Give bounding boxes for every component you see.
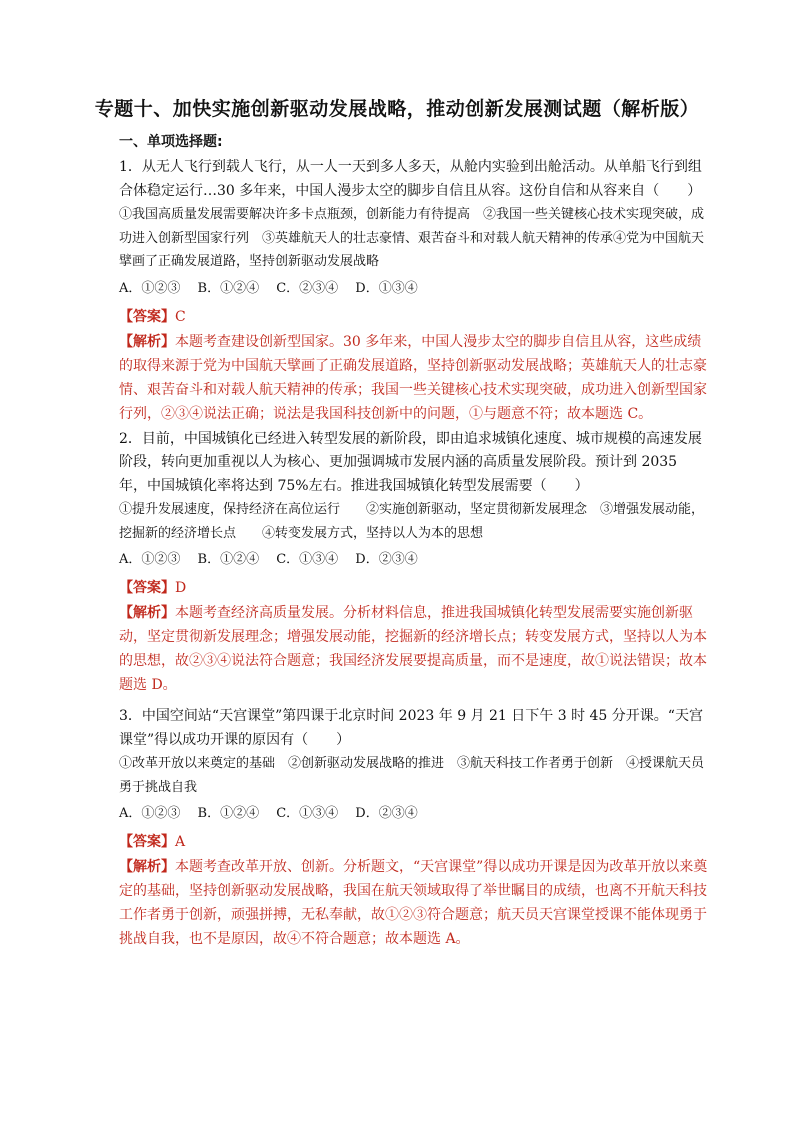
question-stem: 3．中国空间站“天宫课堂”第四课于北京时间 2023 年 9 月 21 日下午 3 时 45 分开课。“天宫课堂”得以成功开课的原因有（ ） xyxy=(119,708,703,748)
question-statements: ①改革开放以来奠定的基础 ②创新驱动发展战略的推进 ③航天科技工作者勇于创新 ④授课航天员勇于挑战自我 xyxy=(119,756,705,795)
question-options: A．①②③ B．①②④ C．②③④ D．①③④ xyxy=(119,280,418,296)
question-3 xyxy=(119,705,709,951)
document-title: 专题十、加快实施创新驱动发展战略，推动创新发展测试题（解析版） xyxy=(94,98,700,120)
question-statements: ①我国高质量发展需要解决许多卡点瓶颈，创新能力有待提高 ②我国一些关键核心技术实现突破，成功进入创新型国家行列 ③英雄航天人的壮志豪情、艰苦奋斗和对载人航天精神的传承④党为中国航天擘画了正确发展道路，坚持创新驱动发展战略 xyxy=(119,207,705,269)
answer-value: C xyxy=(175,308,186,325)
answer-value: D xyxy=(175,580,187,596)
explanation xyxy=(119,601,709,697)
explanation xyxy=(119,855,709,951)
document-body xyxy=(119,132,709,953)
explanation-label: 【解析】 xyxy=(119,859,175,875)
question-statements: ①提升发展速度，保持经济在高位运行 ②实施创新驱动，坚定贯彻新发展理念 ③增强发展动能，挖掘新的经济增长点 ④转变发展方式，坚持以人为本的思想 xyxy=(119,502,705,541)
explanation-label: 【解析】 xyxy=(119,333,175,350)
question-stem: 2．目前，中国城镇化已经进入转型发展的新阶段，即由追求城镇化速度、城市规模的高速发展阶段，转向更加重视以人为核心、更加强调城市发展内涵的高质量发展阶段。预计到 2035 年，中国城镇化率将达到 75%左右。推进我国城镇化转型发展需要（ ） xyxy=(119,430,702,494)
explanation-text: 本题考查建设创新型国家。30 多年来，中国人漫步太空的脚步自信且从容，这些成绩的取得来源于党为中国航天擘画了正确发展道路，坚持创新驱动发展战略；英雄航天人的壮志豪情、艰苦奋斗和对载人航天精神的传承；我国一些关键核心技术实现突破，成功进入创新型国家行列，②③④说法正确；说法是我国科技创新中的问题，①与题意不符；故本题选 C。 xyxy=(119,333,707,422)
explanation-text: 本题考查经济高质量发展。分析材料信息，推进我国城镇化转型发展需要实施创新驱动，坚定贯彻新发展理念；增强发展动能，挖掘新的经济增长点；转变发展方式，坚持以人为本的思想，故②③④说法符合题意；我国经济发展要提高质量，而不是速度，故①说法错误；故本题选 D。 xyxy=(119,605,707,693)
answer-label: 【答案】 xyxy=(119,308,175,325)
question-options: A．①②③ B．①②④ C．①③④ D．②③④ xyxy=(119,806,418,821)
section-heading: 一、单项选择题: xyxy=(119,134,223,150)
answer-line xyxy=(119,304,709,330)
question-1 xyxy=(119,156,709,426)
explanation-label: 【解析】 xyxy=(119,605,175,621)
question-2 xyxy=(119,428,709,698)
question-stem: 1．从无人飞行到载人飞行，从一人一天到多人多天，从舱内实验到出舱活动。从单船飞行到组合体稳定运行…30 多年来，中国人漫步太空的脚步自信且从容。这份自信和从容来自（ ） xyxy=(119,159,702,199)
answer-line xyxy=(119,829,709,855)
answer-label: 【答案】 xyxy=(119,834,175,850)
explanation-text: 本题考查改革开放、创新。分析题文，“天宫课堂”得以成功开课是因为改革开放以来奠定的基础，坚持创新驱动发展战略，我国在航天领域取得了举世瞩目的成绩，也离不开航天科技工作者勇于创新，顽强拼搏，无私奉献，故①②③符合题意；航天员天宫课堂授课不能体现勇于挑战自我，也不是原因，故④不符合题意；故本题选 A。 xyxy=(119,859,708,947)
answer-value: A xyxy=(175,834,186,850)
answer-label: 【答案】 xyxy=(119,580,175,596)
question-options: A．①②③ B．①②④ C．①③④ D．②③④ xyxy=(119,552,418,567)
explanation xyxy=(119,330,709,426)
answer-line xyxy=(119,575,709,601)
